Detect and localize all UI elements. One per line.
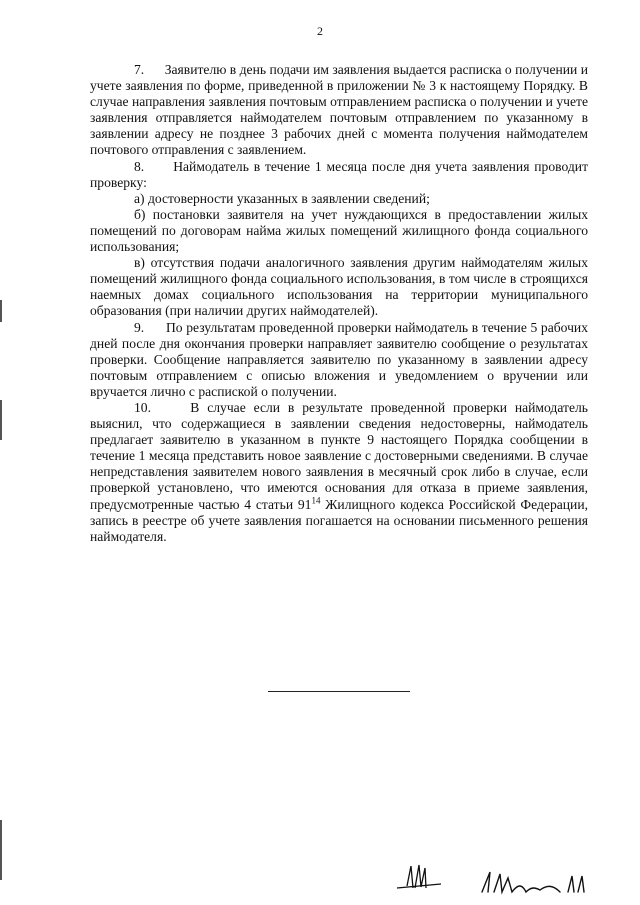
paragraph-7 <box>90 62 588 159</box>
end-divider <box>268 691 410 692</box>
paragraph-text: Наймодатель в течение 1 месяца после дня учета заявления проводит проверку: <box>90 158 589 190</box>
list-item: б) постановки заявителя на учет нуждающихся в предоставлении жилых помещений по договорам найма жилых помещений жилищного фонда социального использования; <box>90 206 588 255</box>
paragraph-10 <box>90 400 588 545</box>
paragraph-text: В случае если в результате проведенной проверки наймодатель выяснил, что содержащиеся в заявлении сведения недостоверны, наймодатель предлагает заявителю в указанном в пункте 9 настоящего Порядка сообщении в течение 1 месяца представить новое заявление с достоверными сведениями. В случае непредставления заявителем нового заявления в месячный срок либо в случае, если проверкой установлено, что имеются основания для отказа в приеме заявления, предусмотренные частью 4 статьи 91 <box>90 399 588 512</box>
paragraph-8 <box>90 159 588 191</box>
paragraph-9 <box>90 320 588 400</box>
document-body <box>90 62 588 545</box>
list-item: а) достоверности указанных в заявлении сведений; <box>134 190 430 206</box>
paragraph-number: 9. <box>134 319 145 335</box>
scan-edge-mark <box>0 820 2 880</box>
paragraph-number: 8. <box>134 158 145 174</box>
scan-edge-mark <box>0 300 2 322</box>
scan-edge-mark <box>0 400 2 440</box>
page-number: 2 <box>317 24 323 38</box>
paragraph-text: Заявителю в день подачи им заявления выдается расписка о получении и учете заявления по форме, приведенной в приложении № 3 к настоящему Порядку. В случае направления заявления почтовым отправлением расписка о получении и учете заявления отправляется наймодателем почтовым отправлением по указанному в заявлении адресу не позднее 3 рабочих дней с момента получения наймодателем почтового отправления с заявлением. <box>90 62 588 158</box>
paragraph-number: 10. <box>134 399 151 415</box>
paragraph-text: По результатам проведенной проверки наймодатель в течение 5 рабочих дней после дня окончания проверки направляет заявителю сообщение о результатах проверки. Сообщение направляется заявителю по указанному в заявлении адресу почтовым отправлением с описью вложения и уведомлением о вручении или вручается лично с распиской о получении. <box>90 319 589 399</box>
signature <box>478 866 588 896</box>
superscript: 14 <box>311 495 321 505</box>
initials-signature <box>395 862 445 892</box>
list-item: в) отсутствия подачи аналогичного заявления другим наймодателям жилых помещений жилищного фонда социального использования, в том числе в строящихся наемных домах социального использования на территории муниципального образования (при наличии других наймодателей). <box>90 255 588 319</box>
paragraph-number: 7. <box>134 62 145 77</box>
paragraph-text: Жилищного кодекса Российской Федерации, запись в реестре об учете заявления погашается на основании письменного решения наймодателя. <box>90 496 588 544</box>
